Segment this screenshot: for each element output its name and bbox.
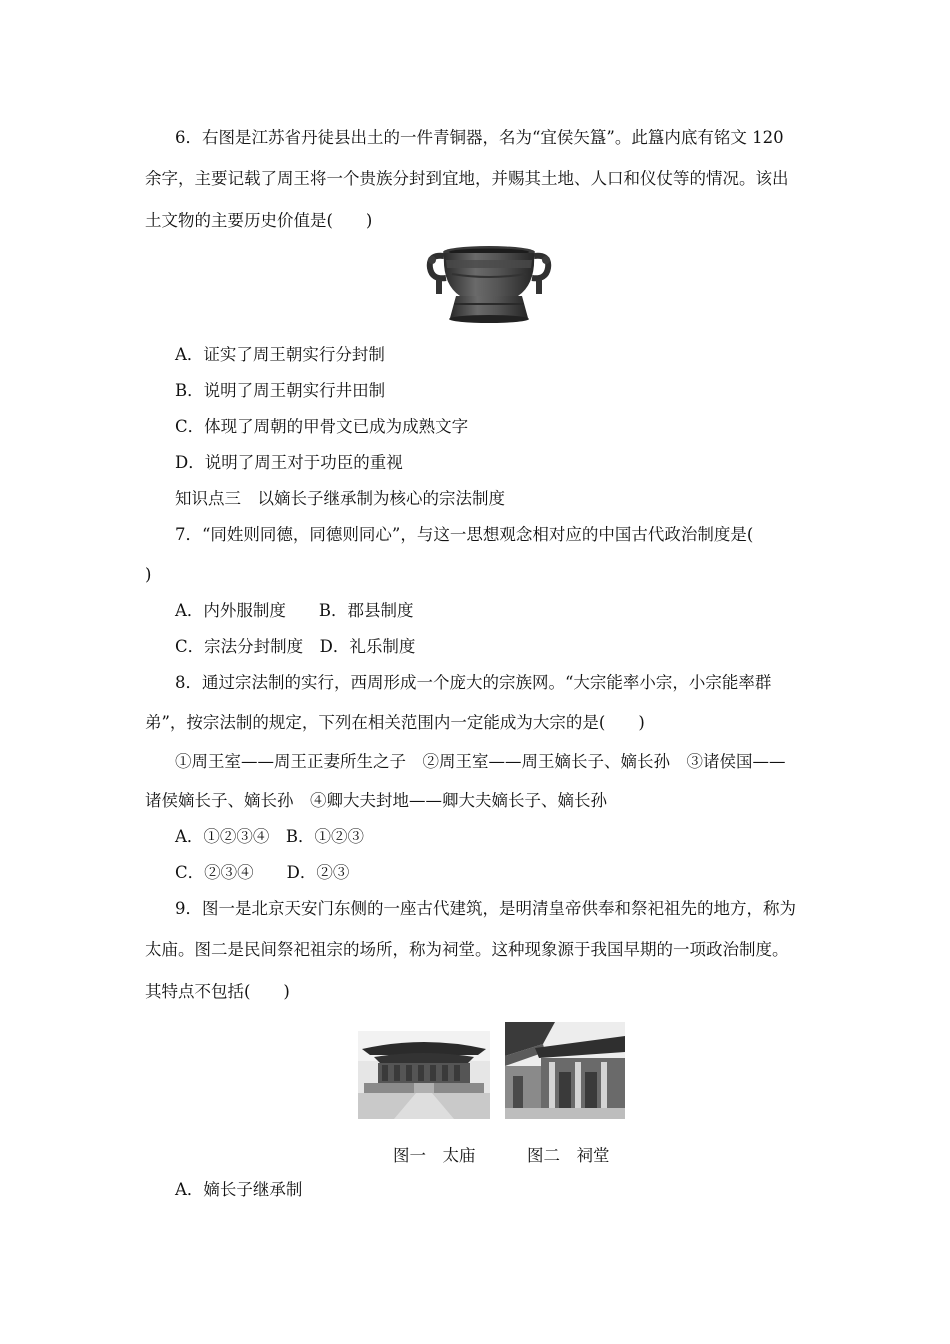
q7-stem-line-1: 7．“同姓则同德，同德则同心”，与这一思想观念相对应的中国古代政治制度是( (175, 525, 754, 544)
taimiao-photo (358, 1031, 490, 1119)
q8-statements-line-2: 诸侯嫡长子、嫡长孙 ④卿大夫封地——卿大夫嫡长子、嫡长孙 (145, 791, 607, 810)
q7-options-ab: A．内外服制度 B．郡县制度 (175, 601, 414, 620)
q6-option-a: A．证实了周王朝实行分封制 (175, 345, 385, 364)
q8-options-cd: C．②③④ D．②③ (175, 863, 350, 882)
figure-1-caption: 图一 太庙 (393, 1146, 476, 1165)
q8-stem-line-1: 8．通过宗法制的实行，西周形成一个庞大的宗族网。“大宗能率小宗，小宗能率群 (175, 673, 772, 692)
q6-option-c: C．体现了周朝的甲骨文已成为成熟文字 (175, 417, 469, 436)
q6-stem-line-1: 6．右图是江苏省丹徒县出土的一件青铜器，名为“宜侯矢簋”。此簋内底有铭文 120 (175, 128, 784, 147)
q9-stem-line-2: 太庙。图二是民间祭祀祖宗的场所，称为祠堂。这种现象源于我国早期的一项政治制度。 (145, 940, 789, 959)
q6-option-b: B．说明了周王朝实行井田制 (175, 381, 386, 400)
citang-photo (505, 1022, 625, 1119)
q8-options-ab: A．①②③④ B．①②③ (175, 827, 365, 846)
q7-options-cd: C．宗法分封制度 D．礼乐制度 (175, 637, 416, 656)
q9-stem-line-3: 其特点不包括( ) (145, 982, 290, 1001)
q8-stem-line-2: 弟”，按宗法制的规定，下列在相关范围内一定能成为大宗的是( ) (145, 713, 645, 732)
q6-stem-line-3: 土文物的主要历史价值是( ) (145, 211, 373, 230)
q7-stem-line-2: ) (145, 565, 152, 584)
q9-stem-line-1: 9．图一是北京天安门东侧的一座古代建筑，是明清皇帝供奉和祭祀祖先的地方，称为 (175, 899, 796, 918)
section-heading: 知识点三 以嫡长子继承制为核心的宗法制度 (175, 489, 505, 508)
figure-2-caption: 图二 祠堂 (527, 1146, 610, 1165)
q6-stem-line-2: 余字，主要记载了周王将一个贵族分封到宜地，并赐其土地、人口和仪仗等的情况。该出 (145, 169, 789, 188)
q9-option-a: A．嫡长子继承制 (175, 1180, 303, 1199)
q6-option-d: D．说明了周王对于功臣的重视 (175, 453, 403, 472)
bronze-gui-vessel-image (422, 244, 557, 326)
q8-statements-line-1: ①周王室——周王正妻所生之子 ②周王室——周王嫡长子、嫡长孙 ③诸侯国—— (175, 752, 786, 771)
